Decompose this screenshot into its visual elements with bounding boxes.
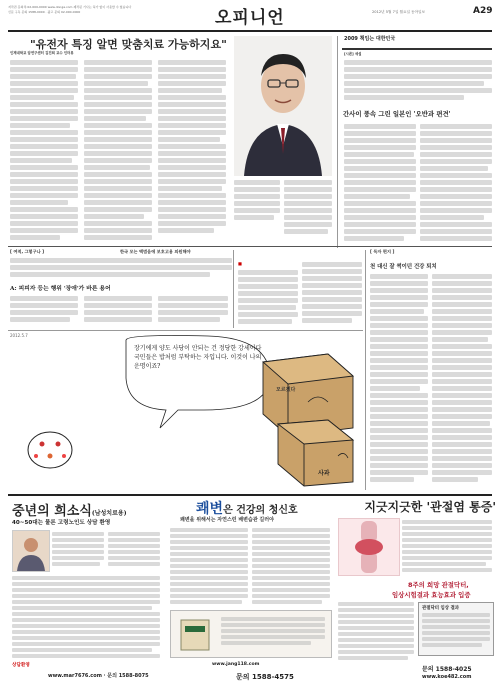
person-icon xyxy=(13,531,49,571)
ad-left-title-paren: (남성치료용) xyxy=(91,510,127,517)
masthead-note-2: 신문 구독 문의 1588-0000 · 광고 문의 02-000-0000 xyxy=(8,10,81,14)
ad-left-title-main: 중년의 희소식 xyxy=(12,504,92,519)
ad-right-phone[interactable]: 문의 1588-4025 xyxy=(422,666,472,673)
mid-col1-headline: A: 피피자 등는 행위 '장애'가 바른 용어 xyxy=(10,286,111,292)
ad-right[interactable] xyxy=(338,498,494,686)
ad-right-sub1: 8주의 희망 관절닥터, xyxy=(408,581,469,589)
mid-col3-headline: 천 대신 잘 썩이던 건강 퇴치 xyxy=(370,264,437,270)
ad-right-box-title: 관절닥터 임상 결과 xyxy=(422,606,459,611)
knee-joint-icon xyxy=(339,519,399,575)
dateline: 2012년 5월 7일 월요일 동아일보 xyxy=(372,10,426,14)
masthead-note-1: 저작권 문의처:02-000-0000 www.donga.com 제작된 기사는 허가 없이 사용할 수 없습니다 xyxy=(8,5,132,9)
ad-mid-title-main: 쾌변 xyxy=(196,501,224,517)
masthead-rule xyxy=(8,30,492,32)
ad-right-site[interactable]: www.koe482.com xyxy=(422,674,472,680)
series-title: 2009 책임는 대한민국 xyxy=(344,36,396,42)
mid-col2-subtitle: ■ xyxy=(238,261,242,266)
cartoon-top-rule xyxy=(8,330,363,331)
ad-mid-phone[interactable]: 문의 1588-4575 xyxy=(236,673,294,681)
ad-left-phone[interactable]: www.mar7676.com · 문의 1588-8075 xyxy=(48,673,149,679)
interview-subhead: 인제대학교 암연구센터 김진희 교수 인터뷰 xyxy=(10,51,74,55)
right-sub-headline: 간사이 풍속 그린 일본인 '오반과 편견' xyxy=(343,110,451,118)
ad-right-result-box xyxy=(418,602,494,656)
mid-rule xyxy=(8,246,492,247)
ad-mid-product-box xyxy=(170,610,332,658)
interviewee-photo xyxy=(234,36,332,176)
ad-right-title: 지긋지긋한 '관절염 통증' xyxy=(364,500,496,514)
ad-right-image xyxy=(338,518,400,576)
ad-left-image xyxy=(12,530,50,572)
series-author-tag: [시론] 세설 xyxy=(344,52,362,56)
cartoon-box-label-right: 사과 xyxy=(318,470,330,477)
ad-left-subtitle: 40~50대는 물론 고령노인도 상담 환영 xyxy=(12,520,111,526)
section-title: 오피니언 xyxy=(215,8,285,28)
right-series-header xyxy=(342,34,492,50)
page-number: A29 xyxy=(473,6,493,16)
mid-divider-1 xyxy=(233,250,234,328)
column-divider xyxy=(337,36,338,248)
ad-left-title xyxy=(12,500,127,519)
ad-left[interactable] xyxy=(8,498,162,686)
mid-col2-title: 한국 모는 백범음에 보호고용 의원해야 xyxy=(120,249,191,254)
mid-divider-2 xyxy=(365,250,366,490)
cartoon-speech-text: 장기에게 양도 사당이 안되는 건 정당한 강세이다 국민들은 밥처럼 부탁하는 자입니다. 이것이 나의 운명이죠? xyxy=(134,345,262,370)
portrait-illustration xyxy=(234,36,332,176)
mid-col3-title: [ 독자 편지 ] xyxy=(370,249,395,254)
ad-mid[interactable] xyxy=(166,498,334,686)
product-box-icon xyxy=(175,614,215,654)
cartoon-caption: 2012.5.7 xyxy=(10,333,28,338)
ad-mid-title-rest: 은 건강의 청신호 xyxy=(223,505,298,516)
ad-mid-subtitle: 쾌변을 위해서는 자연스런 배변습관 길러야 xyxy=(180,517,274,523)
ad-right-sub2: 임상시험결과 효능효과 입증 xyxy=(392,591,471,599)
ad-section-rule xyxy=(8,494,492,496)
ad-mid-site[interactable]: www.jang118.com xyxy=(212,662,260,667)
cartoon-box-label-left: 모르겠다 xyxy=(276,387,296,393)
masthead xyxy=(0,0,500,30)
mid-col1-title: [ 여적, 그렇구나 ] xyxy=(10,249,45,254)
editorial-cartoon xyxy=(8,332,363,490)
interview-headline: "유전자 특징 알면 맞춤치료 가능하지요" xyxy=(30,38,227,51)
ad-left-bullet: 상담환영 xyxy=(12,663,30,668)
